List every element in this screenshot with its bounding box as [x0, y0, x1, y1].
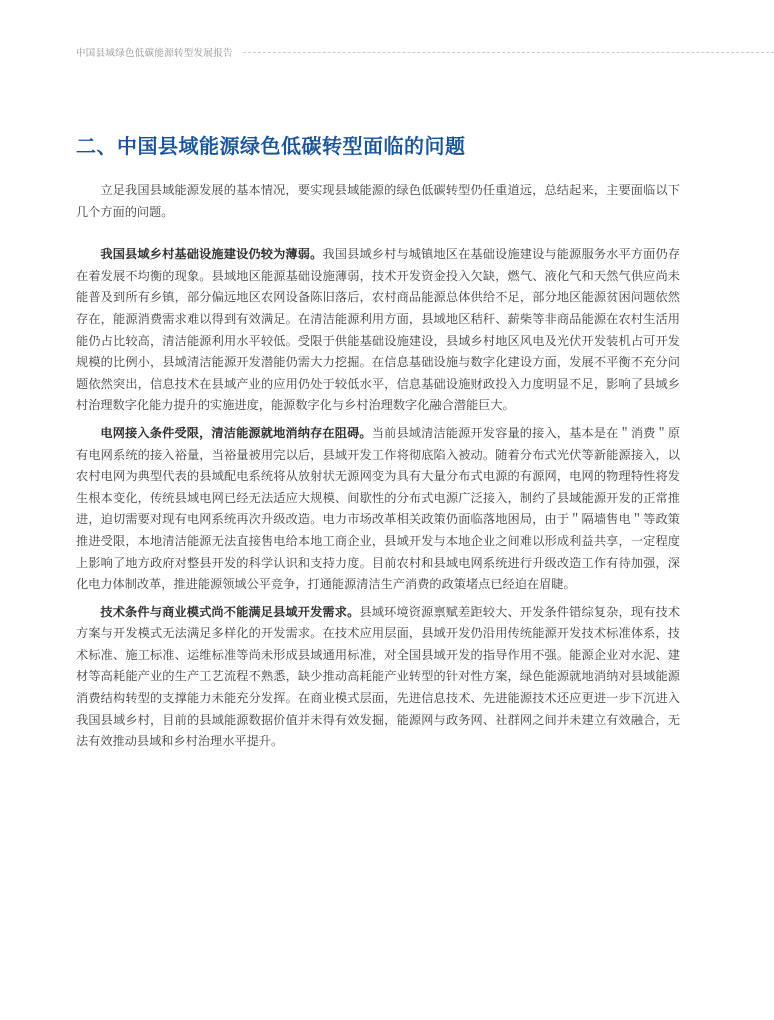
paragraph-body: 当前县域清洁能源开发容量的接入，基本是在＂消费＂原有电网系统的接入裕量，当裕量被用完以后，县域开发工作将彻底陷入被动。随着分布式光伏等新能源接入，以农村电网为典型代表的县域配电系统将从放射状无源网变为具有大量分布式电源的有源网，电网的物理特性将发生根本变化，传统县域电网已经无法适应大规模、间歇性的分布式电源广泛接入，制约了县域能源开发的正常推进，迫切需要对现有电网系统再次升级改造。电力市场改革相关政策仍面临落地困局，由于＂隔墙售电＂等政策推进受限，本地清洁能源无法直接售电给本地工商企业，县域开发与本地企业之间难以形成利益共享，一定程度上影响了地方政府对整县开发的科学认识和支持力度。目前农村和县域电网系统进行升级改造工作有待加强，深化电力体制改革，推进能源领域公平竞争，打通能源清洁生产消费的政策堵点已经迫在眉睫。 [76, 425, 681, 592]
paragraph-body: 我国县域乡村与城镇地区在基础设施建设与能源服务水平方面仍存在着发展不均衡的现象。县域地区能源基础设施薄弱，技术开发资金投入欠缺，燃气、液化气和天然气供应尚未能普及到所有乡镇，部分偏远地区农网设备陈旧落后，农村商品能源总体供给不足，部分地区能源贫困问题依然存在，能源消费需求难以得到有效满足。在清洁能源利用方面，县域地区秸秆、薪柴等非商品能源在农村生活用能仍占比较高，清洁能源利用水平较低。受限于供能基础设施建设，县域乡村地区风电及光伏开发装机占可开发规模的比例小，县域清洁能源开发潜能仍需大力挖掘。在信息基础设施与数字化建设方面，发展不平衡不充分问题依然突出，信息技术在县域产业的应用仍处于较低水平，信息基础设施财政投入力度明显不足，影响了县域乡村治理数字化能力提升的实施进度，能源数字化与乡村治理数字化融合潜能巨大。 [76, 247, 681, 413]
paragraph-infrastructure [76, 244, 680, 417]
header-dashed-rule [243, 52, 774, 53]
section-title: 二、中国县域能源绿色低碳转型面临的问题 [76, 134, 466, 158]
paragraph-lead: 电网接入条件受限，清洁能源就地消纳存在阻碍。 [100, 425, 372, 440]
paragraph-grid-access [76, 423, 680, 596]
running-header-title: 中国县域绿色低碳能源转型发展报告 [76, 48, 233, 59]
paragraph-body: 县域环境资源禀赋差距较大、开发条件错综复杂，现有技术方案与开发模式无法满足多样化的开发需求。在技术应用层面，县域开发仍沿用传统能源开发技术标准体系，技术标准、施工标准、运维标准等尚未形成县域通用标准，对全国县域开发的指导作用不强。能源企业对水泥、建材等高耗能产业的生产工艺流程不熟悉，缺少推动高耗能产业转型的针对性方案，绿色能源就地消纳对县域能源消费结构转型的支撑能力未能充分发挥。在商业模式层面，先进信息技术、先进能源技术还应更进一步下沉进入我国县域乡村，目前的县域能源数据价值并未得有效发掘，能源网与政务网、社群网之间并未建立有效融合，无法有效推动县域和乡村治理水平提升。 [76, 604, 681, 749]
running-header [76, 44, 774, 60]
intro-paragraph: 立足我国县域能源发展的基本情况，要实现县域能源的绿色低碳转型仍任重道远，总结起来，主要面临以下几个方面的问题。 [76, 183, 680, 219]
paragraph-technology-business [76, 602, 680, 753]
body-text [76, 180, 680, 753]
paragraph-lead: 技术条件与商业模式尚不能满足县域开发需求。 [100, 604, 360, 619]
paragraph-lead: 我国县域乡村基础设施建设仍较为薄弱。 [100, 247, 323, 262]
